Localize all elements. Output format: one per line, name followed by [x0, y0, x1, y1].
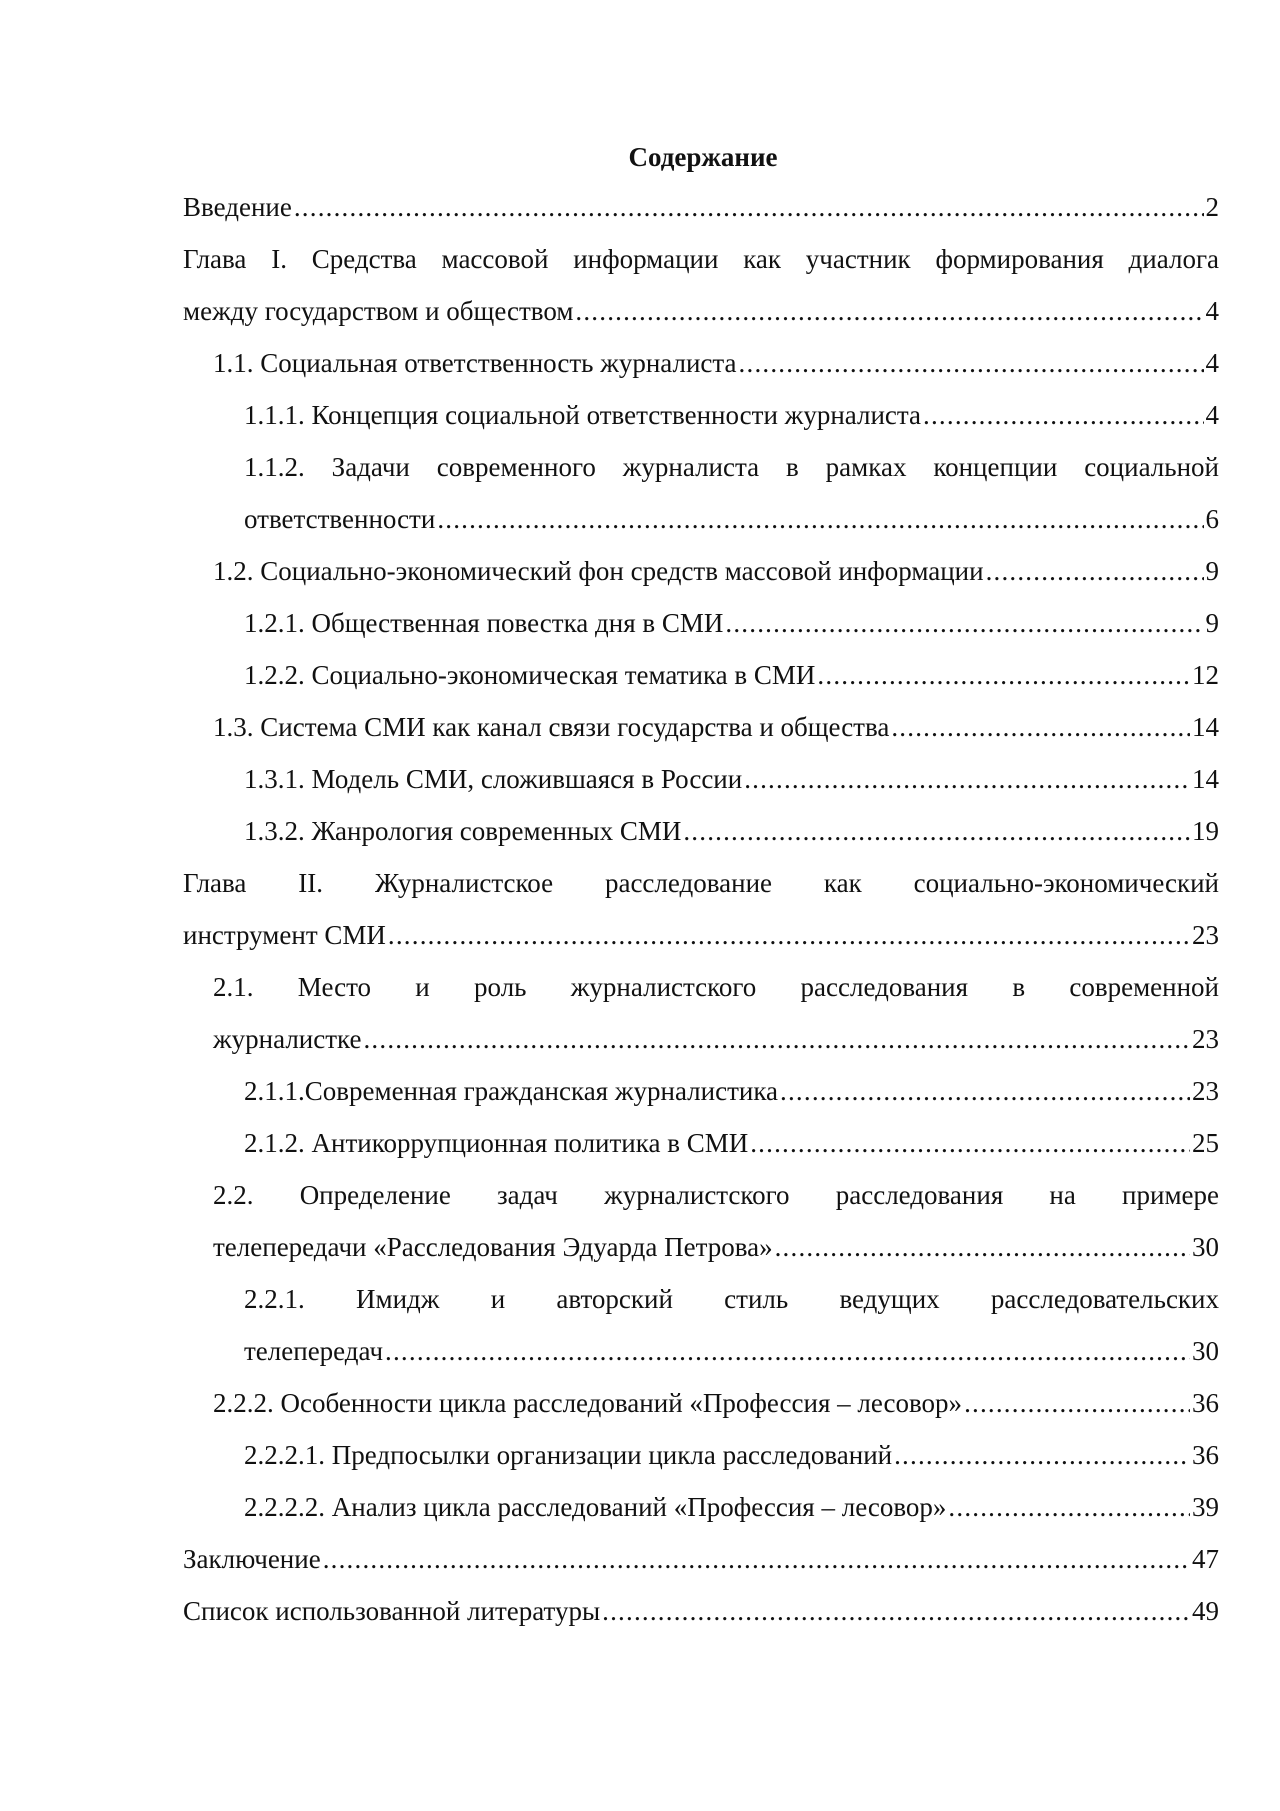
- dot-leader: [986, 545, 1204, 597]
- toc-entry[interactable]: [183, 1585, 1219, 1637]
- toc-entry-text: 2.2. Определение задач журналистского расследования на примере: [213, 1180, 1219, 1210]
- dot-leader: [294, 181, 1204, 233]
- toc-entry[interactable]: [213, 1377, 1219, 1429]
- toc-entry-text: журналистке: [213, 1024, 362, 1054]
- toc-entry[interactable]: [244, 805, 1219, 857]
- dot-leader: [894, 1429, 1190, 1481]
- toc-entry-text: ответственности: [244, 504, 436, 534]
- toc-page-number: 14: [1192, 712, 1219, 742]
- toc-page-number: 47: [1192, 1544, 1219, 1574]
- dot-leader: [964, 1377, 1190, 1429]
- toc-page-number: 19: [1192, 816, 1219, 846]
- dot-leader: [683, 805, 1190, 857]
- dot-leader: [744, 753, 1190, 805]
- toc-entry-text: 2.1.1.Современная гражданская журналистика: [244, 1076, 779, 1106]
- toc-entry[interactable]: [244, 389, 1219, 441]
- toc-entry-text: 2.1. Место и роль журналистского расследования в современной: [213, 972, 1219, 1002]
- table-of-contents: [183, 181, 1219, 1637]
- toc-page-number: 30: [1192, 1232, 1219, 1262]
- toc-entry-text: 1.3. Система СМИ как канал связи государства и общества: [213, 712, 890, 742]
- dot-leader: [891, 701, 1190, 753]
- toc-page-number: 12: [1192, 660, 1219, 690]
- toc-entry-text: 1.1. Социальная ответственность журналиста: [213, 348, 737, 378]
- toc-entry[interactable]: [244, 649, 1219, 701]
- toc-page-number: 9: [1205, 608, 1219, 638]
- toc-entry[interactable]: [213, 1169, 1219, 1273]
- toc-entry-text: 1.2.1. Общественная повестка дня в СМИ: [244, 608, 724, 638]
- toc-entry-text: Глава I. Средства массовой информации как участник формирования диалога: [183, 244, 1219, 274]
- toc-entry-text: телепередач: [244, 1336, 384, 1366]
- dot-leader: [388, 909, 1190, 961]
- toc-entry-text: 2.1.2. Антикоррупционная политика в СМИ: [244, 1128, 749, 1158]
- dot-leader: [780, 1065, 1190, 1117]
- toc-entry[interactable]: [244, 1273, 1219, 1377]
- toc-entry-text: между государством и обществом: [183, 296, 574, 326]
- toc-entry-text: инструмент СМИ: [183, 920, 386, 950]
- dot-leader: [775, 1221, 1190, 1273]
- toc-entry[interactable]: [213, 545, 1219, 597]
- toc-entry[interactable]: [244, 597, 1219, 649]
- toc-entry-text: 1.2. Социально-экономический фон средств массовой информации: [213, 556, 984, 586]
- dot-leader: [923, 389, 1203, 441]
- dot-leader: [948, 1481, 1190, 1533]
- toc-page-number: 39: [1192, 1492, 1219, 1522]
- toc-entry[interactable]: [213, 701, 1219, 753]
- toc-entry[interactable]: [244, 753, 1219, 805]
- toc-page-number: 49: [1192, 1596, 1219, 1626]
- toc-entry-text: Глава II. Журналистское расследование как социально-экономический: [183, 868, 1219, 898]
- toc-entry[interactable]: [183, 181, 1219, 233]
- toc-entry[interactable]: [183, 857, 1219, 961]
- toc-entry[interactable]: [244, 1117, 1219, 1169]
- toc-entry-text: 1.2.2. Социально-экономическая тематика в СМИ: [244, 660, 816, 690]
- dot-leader: [385, 1325, 1190, 1377]
- toc-entry-text: Заключение: [183, 1544, 321, 1574]
- toc-page-number: 23: [1192, 920, 1219, 950]
- dot-leader: [739, 337, 1204, 389]
- toc-entry[interactable]: [183, 233, 1219, 337]
- toc-entry[interactable]: [244, 1481, 1219, 1533]
- toc-page-number: 4: [1205, 296, 1219, 326]
- toc-entry[interactable]: [213, 337, 1219, 389]
- toc-page-number: 2: [1205, 192, 1219, 222]
- dot-leader: [817, 649, 1190, 701]
- dot-leader: [437, 493, 1203, 545]
- toc-page-number: 4: [1205, 348, 1219, 378]
- toc-page-number: 6: [1205, 504, 1219, 534]
- toc-entry-text: 1.1.2. Задачи современного журналиста в рамках концепции социальной: [244, 452, 1219, 482]
- toc-entry-text: 1.3.1. Модель СМИ, сложившаяся в России: [244, 764, 743, 794]
- toc-entry-text: 2.2.2.1. Предпосылки организации цикла расследований: [244, 1440, 893, 1470]
- toc-entry-text: Список использованной литературы: [183, 1596, 601, 1626]
- toc-entry-text: Введение: [183, 192, 292, 222]
- toc-page-number: 4: [1205, 400, 1219, 430]
- toc-entry[interactable]: [244, 1429, 1219, 1481]
- toc-entry[interactable]: [213, 961, 1219, 1065]
- toc-page-number: 9: [1205, 556, 1219, 586]
- toc-entry[interactable]: [244, 441, 1219, 545]
- toc-page-number: 30: [1192, 1336, 1219, 1366]
- toc-entry[interactable]: [244, 1065, 1219, 1117]
- toc-entry-text: 2.2.1. Имидж и авторский стиль ведущих расследовательских: [244, 1284, 1219, 1314]
- toc-entry-text: 1.3.2. Жанрология современных СМИ: [244, 816, 682, 846]
- toc-page-number: 23: [1192, 1076, 1219, 1106]
- toc-entry-text: телепередачи «Расследования Эдуарда Петрова»: [213, 1232, 773, 1262]
- dot-leader: [575, 285, 1203, 337]
- dot-leader: [725, 597, 1203, 649]
- toc-page-number: 23: [1192, 1024, 1219, 1054]
- toc-entry[interactable]: [183, 1533, 1219, 1585]
- toc-entry-text: 1.1.1. Концепция социальной ответственности журналиста: [244, 400, 922, 430]
- dot-leader: [750, 1117, 1190, 1169]
- dot-leader: [602, 1585, 1190, 1637]
- toc-entry-text: 2.2.2. Особенности цикла расследований «Профессия – лесовор»: [213, 1388, 963, 1418]
- toc-entry-text: 2.2.2.2. Анализ цикла расследований «Профессия – лесовор»: [244, 1492, 947, 1522]
- dot-leader: [323, 1533, 1190, 1585]
- toc-page-number: 14: [1192, 764, 1219, 794]
- toc-page-number: 36: [1192, 1388, 1219, 1418]
- toc-page-number: 25: [1192, 1128, 1219, 1158]
- toc-title: Содержание: [628, 142, 778, 172]
- toc-page-number: 36: [1192, 1440, 1219, 1470]
- dot-leader: [363, 1013, 1190, 1065]
